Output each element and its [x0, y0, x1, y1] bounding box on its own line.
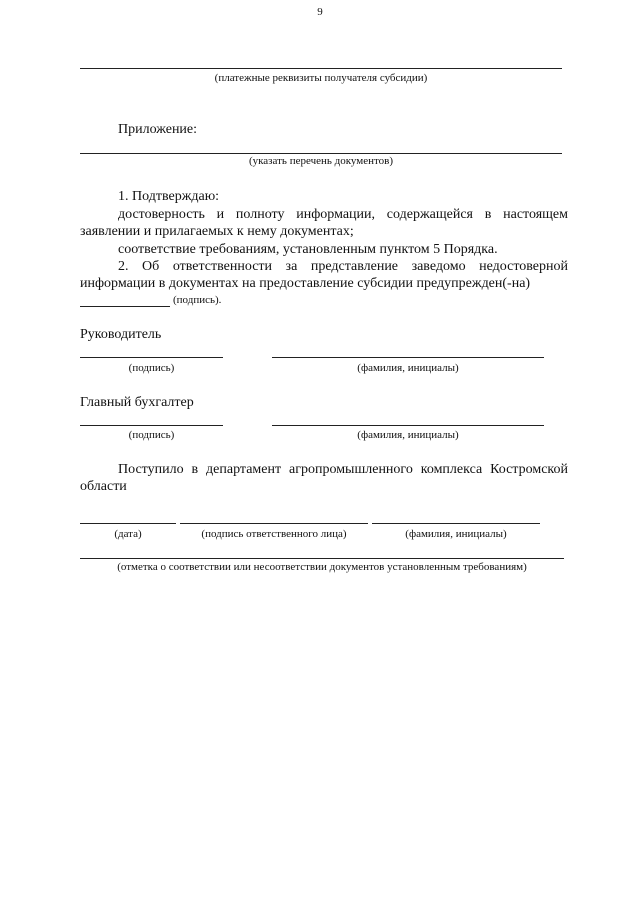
compliance-line	[80, 558, 564, 559]
head-signature-line	[80, 357, 223, 358]
responsibility-signature-caption: (подпись).	[173, 294, 222, 306]
received-signature-line	[180, 523, 368, 524]
confirm-heading: 1. Подтверждаю:	[118, 189, 220, 204]
received-signature-caption: (подпись ответственного лица)	[201, 528, 347, 540]
appendix-line	[80, 153, 562, 154]
received-date-caption: (дата)	[114, 528, 142, 540]
appendix-label: Приложение:	[118, 122, 198, 137]
confirm-text-1: достоверность и полноту информации, содержащейся в настоящем заявлении и прилагаемых к нему документах;	[80, 207, 568, 239]
appendix-caption: (указать перечень документов)	[248, 155, 394, 167]
head-name-line	[272, 357, 544, 358]
accountant-signature-caption: (подпись)	[128, 429, 175, 441]
payment-details-caption: (платежные реквизиты получателя субсидии)	[214, 72, 428, 84]
confirm-text-2: соответствие требованиям, установленным пунктом 5 Порядка.	[118, 242, 498, 257]
head-name-caption: (фамилия, инициалы)	[357, 362, 459, 374]
head-signature-caption: (подпись)	[128, 362, 175, 374]
head-label: Руководитель	[80, 327, 162, 342]
accountant-signature-line	[80, 425, 223, 426]
received-name-caption: (фамилия, инициалы)	[405, 528, 507, 540]
payment-details-line	[80, 68, 562, 69]
responsibility-text: 2. Об ответственности за представление заведомо недостоверной информации в документах на предоставление субсидии предупрежден(-на)	[80, 259, 568, 291]
received-date-line	[80, 523, 176, 524]
compliance-caption: (отметка о соответствии или несоответствии документов установленным требованиям)	[117, 561, 527, 573]
received-text: Поступило в департамент агропромышленного комплекса Костромской области	[80, 462, 568, 494]
accountant-label: Главный бухгалтер	[80, 395, 194, 410]
responsibility-signature-line	[80, 306, 170, 307]
received-name-line	[372, 523, 540, 524]
page-number: 9	[317, 6, 323, 18]
accountant-name-caption: (фамилия, инициалы)	[357, 429, 459, 441]
accountant-name-line	[272, 425, 544, 426]
